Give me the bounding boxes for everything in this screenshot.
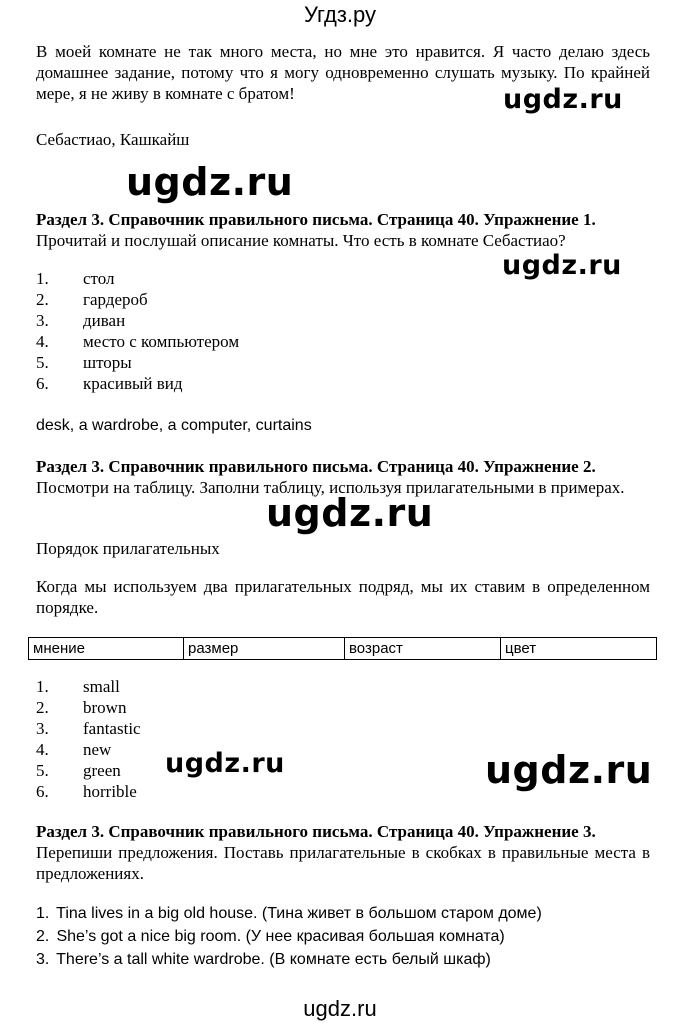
list-item-number: 2.	[36, 928, 50, 945]
exercise2-heading: Раздел 3. Справочник правильного письма. Страница 40. Упражнение 2.	[36, 457, 596, 476]
list-item-text: She’s got a nice big room. (У нее красивая большая комната)	[56, 928, 505, 945]
list-item-number: 3.	[36, 951, 50, 968]
list-item-text: красивый вид	[83, 374, 183, 393]
list-item-number: 5.	[36, 353, 49, 372]
exercise3-instruction: Перепиши предложения. Поставь прилагательные в скобках в правильные места в предложениях.	[36, 843, 650, 883]
list-item-number: 6.	[36, 374, 49, 393]
list-item-text: brown	[83, 698, 127, 717]
list-item-text: fantastic	[83, 719, 141, 738]
adjective-order-table	[28, 637, 657, 660]
list-item-number: 3.	[36, 719, 49, 738]
site-footer: ugdz.ru	[303, 996, 377, 1021]
watermark: ugdz.ru	[126, 160, 294, 204]
list-item-number: 1.	[36, 677, 49, 696]
list-item-text: гардероб	[83, 290, 148, 309]
list-item	[36, 925, 542, 948]
list-item	[36, 948, 542, 971]
site-header: Угдз.ру	[303, 2, 377, 27]
list-item-number: 2.	[36, 290, 49, 309]
intro-signature: Себастиао, Кашкайш	[36, 130, 190, 149]
table-row	[29, 638, 657, 660]
watermark: ugdz.ru	[266, 491, 434, 535]
watermark: ugdz.ru	[485, 748, 653, 792]
list-item-text: шторы	[83, 353, 132, 372]
list-item-number: 2.	[36, 698, 49, 717]
list-item-text: horrible	[83, 782, 137, 801]
exercise2-instruction: Посмотри на таблицу. Заполни таблицу, используя прилагательными в примерах.	[36, 478, 625, 497]
list-item-text: small	[83, 677, 120, 696]
watermark: ugdz.ru	[165, 748, 285, 779]
list-item-number: 4.	[36, 740, 49, 759]
list-item-text: There’s a tall white wardrobe. (В комнате есть белый шкаф)	[56, 951, 491, 968]
exercise3-list	[36, 902, 542, 971]
list-item-number: 5.	[36, 761, 49, 780]
table-header-opinion: мнение	[29, 638, 184, 660]
list-item-text: green	[83, 761, 121, 780]
intro-paragraph: В моей комнате не так много места, но мне это нравится. Я часто делаю здесь домашнее задание, потому что я могу одновременно слушать музыку. По крайней мере, я не живу в комнате с братом!	[36, 42, 650, 103]
list-item-text: диван	[83, 311, 126, 330]
list-item-number: 1.	[36, 905, 50, 922]
exercise2-rule: Когда мы используем два прилагательных подряд, мы их ставим в определенном порядке.	[36, 577, 650, 617]
table-header-age: возраст	[345, 638, 501, 660]
list-item-number: 4.	[36, 332, 49, 351]
list-item-text: место с компьютером	[83, 332, 240, 351]
watermark: ugdz.ru	[502, 250, 622, 281]
list-item-text: Tina lives in a big old house. (Тина живет в большом старом доме)	[56, 905, 542, 922]
table-header-color: цвет	[501, 638, 657, 660]
list-item-number: 1.	[36, 269, 49, 288]
list-item-number: 6.	[36, 782, 49, 801]
list-item-text: new	[83, 740, 112, 759]
list-item-number: 3.	[36, 311, 49, 330]
exercise1-heading: Раздел 3. Справочник правильного письма. Страница 40. Упражнение 1.	[36, 210, 596, 229]
exercise3-heading: Раздел 3. Справочник правильного письма. Страница 40. Упражнение 3.	[36, 822, 596, 841]
exercise2-subtitle: Порядок прилагательных	[36, 539, 220, 558]
watermark: ugdz.ru	[503, 84, 623, 115]
list-item	[36, 902, 542, 925]
exercise1-answer: desk, a wardrobe, a computer, curtains	[36, 417, 312, 434]
table-header-size: размер	[184, 638, 345, 660]
list-item-text: стол	[83, 269, 115, 288]
exercise1-instruction: Прочитай и послушай описание комнаты. Что есть в комнате Себастиао?	[36, 231, 566, 250]
